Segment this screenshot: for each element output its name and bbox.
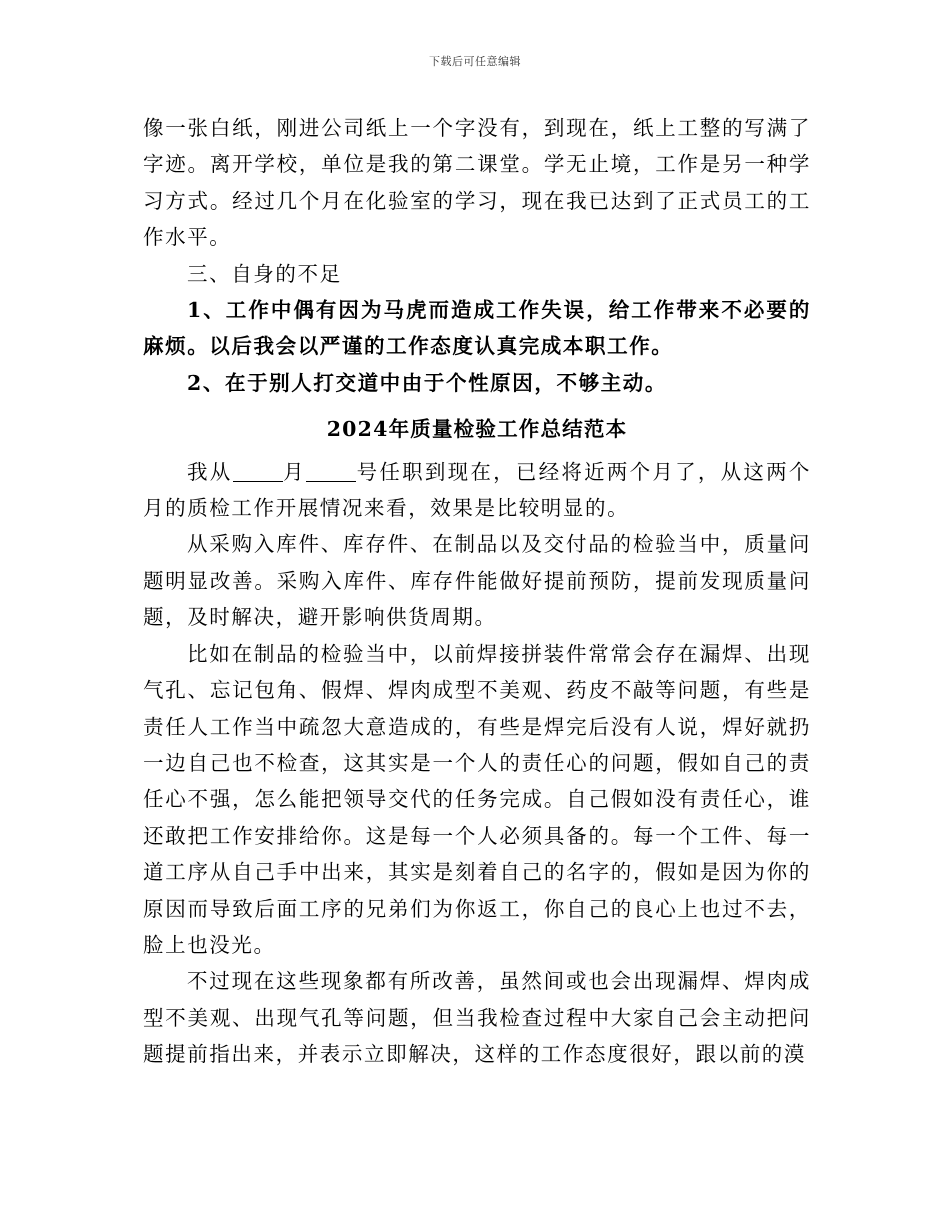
p1-text-a: 我从	[187, 459, 233, 484]
paragraph-1	[143, 454, 811, 527]
section-heading-shortcomings: 三、自身的不足	[187, 261, 342, 286]
p1-text-c: 号任职到现在，已经将近两个月了，从这两个月的质检工作开展情况来看，效果是比较明显的。	[143, 459, 812, 521]
shortcoming-item-1: 1、工作中偶有因为马虎而造成工作失误，给工作带来不必要的麻烦。以后我会以严谨的工作态度认真完成本职工作。	[143, 298, 811, 359]
paragraph-2: 从采购入库件、库存件、在制品以及交付品的检验当中，质量问题明显改善。采购入库件、库存件能做好提前预防，提前发现质量问题，及时解决，避开影响供货周期。	[143, 532, 811, 630]
blank-month-field	[233, 459, 283, 482]
page-header: 下载后可任意编辑	[429, 55, 521, 68]
p1-text-b: 月	[282, 459, 306, 484]
paragraph-4: 不过现在这些现象都有所改善，虽然间或也会出现漏焊、焊肉成型不美观、出现气孔等问题，但当我检查过程中大家自己会主动把问题提前指出来，并表示立即解决，这样的工作态度很好，跟以前的漠	[143, 969, 811, 1067]
paragraph-3: 比如在制品的检验当中，以前焊接拼装件常常会存在漏焊、出现气孔、忘记包角、假焊、焊肉成型不美观、药皮不敲等问题，有些是责任人工作当中疏忽大意造成的，有些是焊完后没有人说，焊好就扔一边自己也不检查，这其实是一个人的责任心的问题，假如自己的责任心不强，怎么能把领导交代的任务完成。自己假如没有责任心，谁还敢把工作安排给你。这是每一个人必须具备的。每一个工件、每一道工序从自己手中出来，其实是刻着自己的名字的，假如是因为你的原因而导致后面工序的兄弟们为你返工，你自己的良心上也过不去，脸上也没光。	[143, 641, 811, 957]
blank-day-field	[306, 459, 356, 482]
paragraph-continued: 像一张白纸，刚进公司纸上一个字没有，到现在，纸上工整的写满了字迹。离开学校，单位是我的第二课堂。学无止境，工作是另一种学习方式。经过几个月在化验室的学习，现在我已达到了正式员工的工作水平。	[143, 116, 811, 250]
document-title: 2024年质量检验工作总结范本	[326, 417, 628, 442]
shortcoming-item-2: 2、在于别人打交道中由于个性原因，不够主动。	[187, 370, 667, 395]
document-body	[143, 110, 811, 1073]
